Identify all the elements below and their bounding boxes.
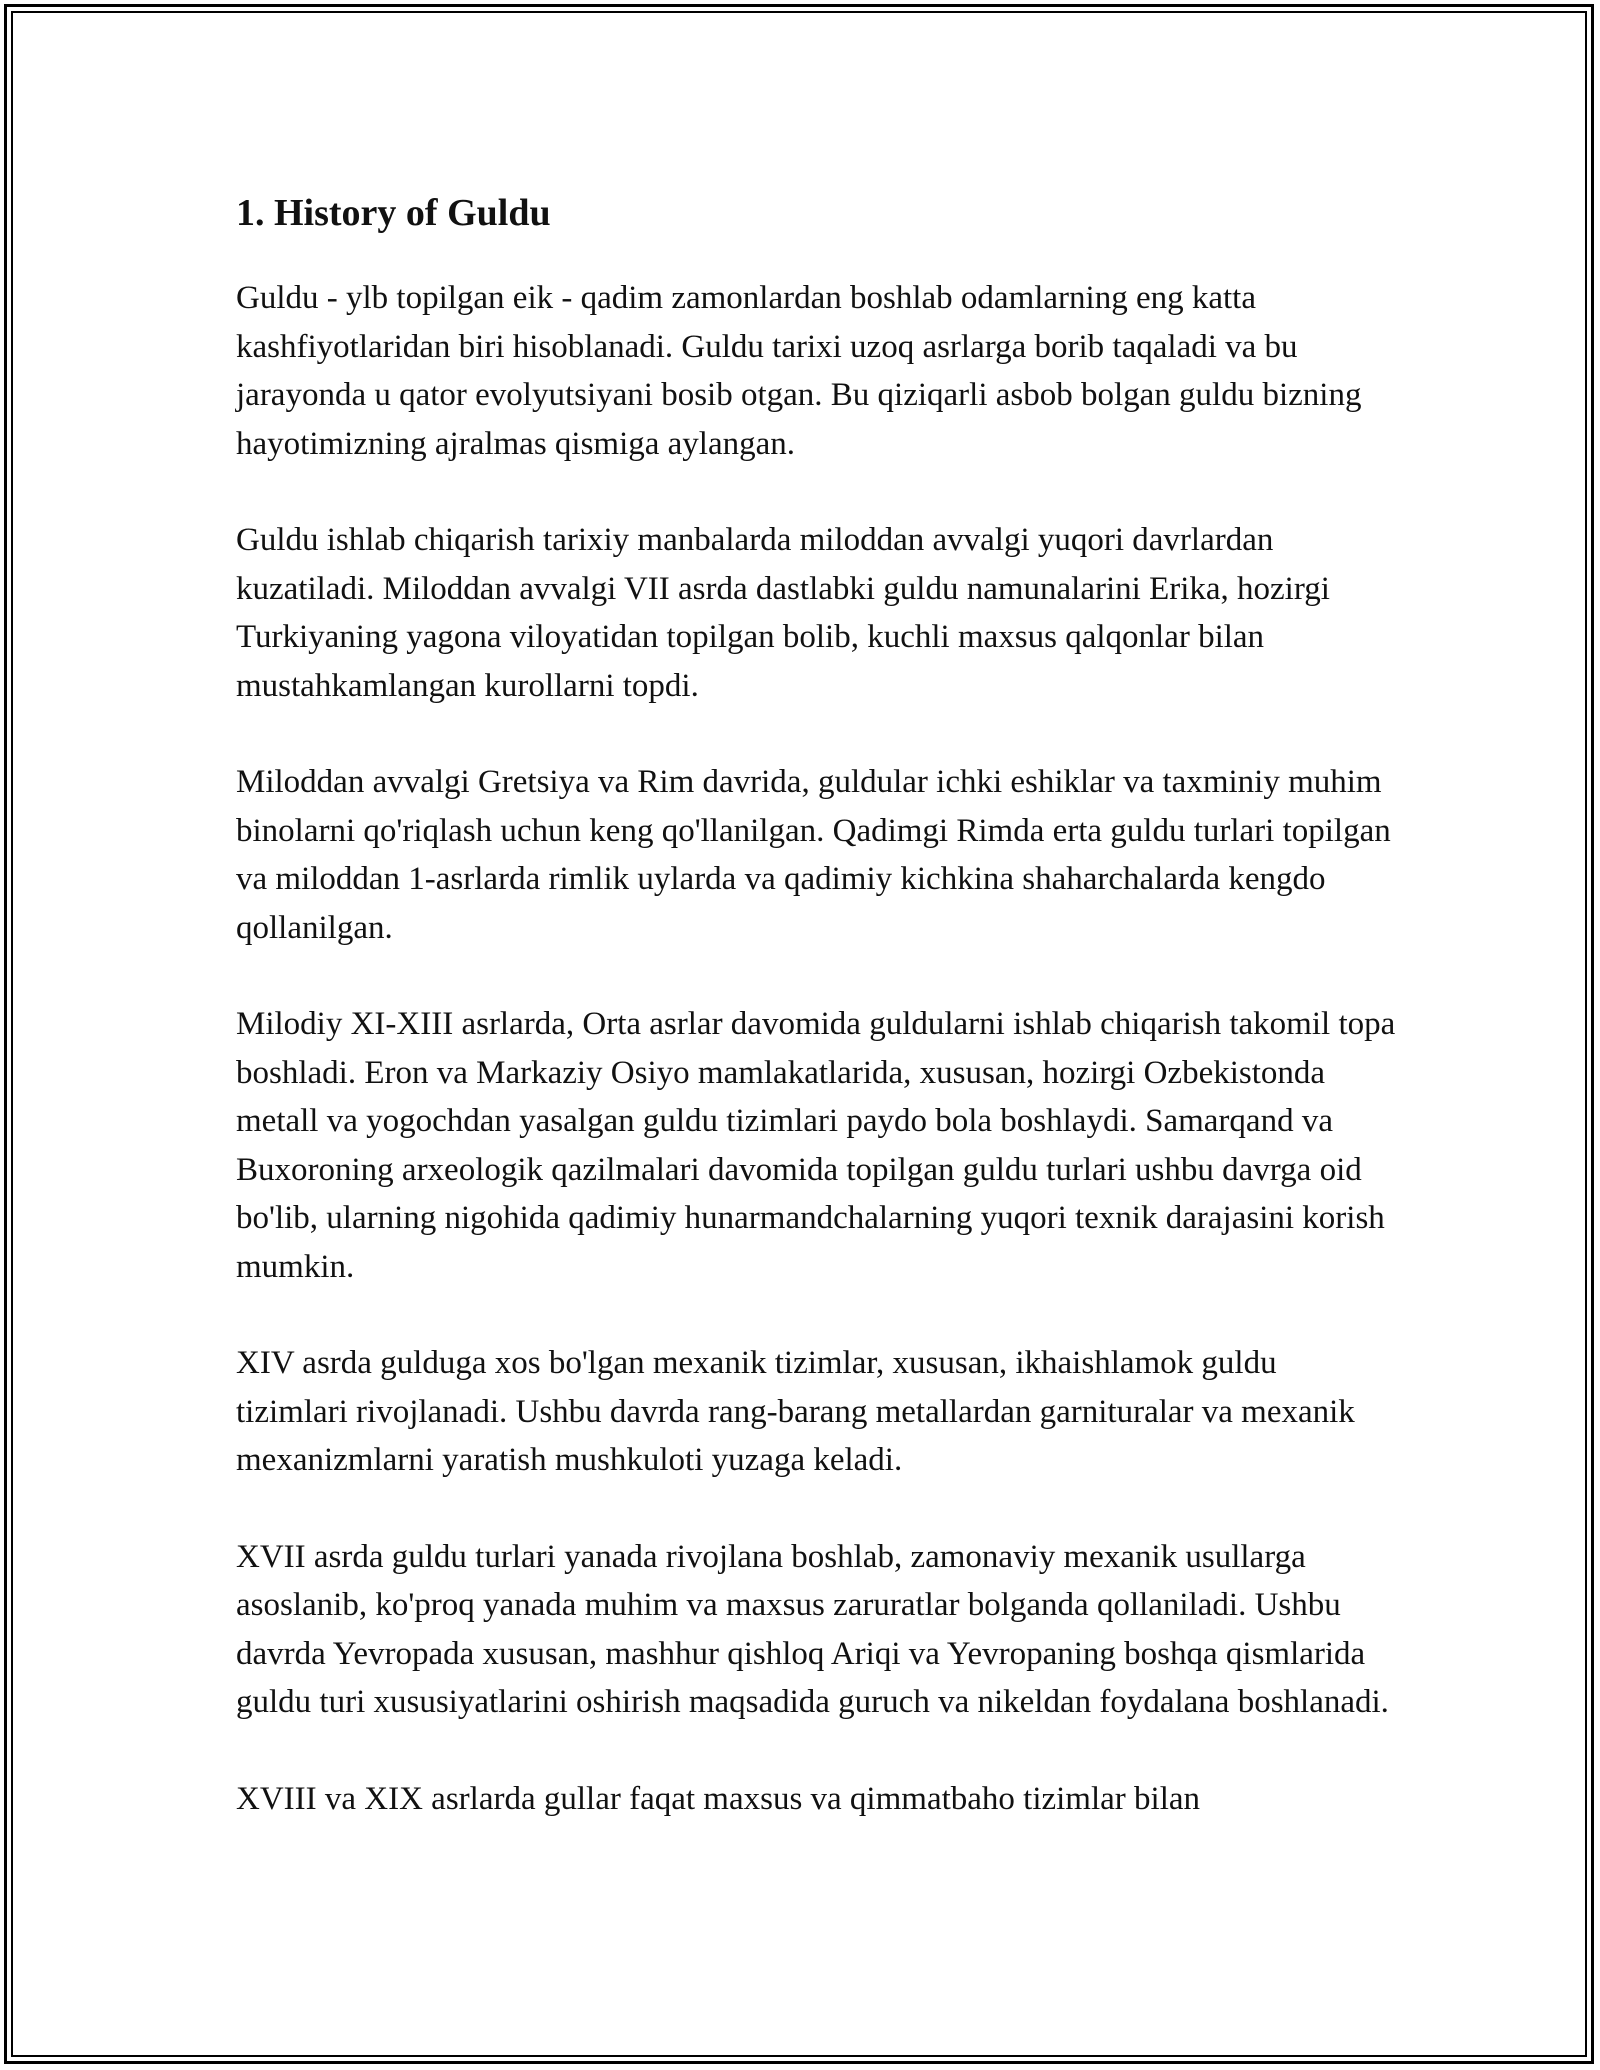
paragraph-2: Guldu ishlab chiqarish tarixiy manbalarda miloddan avvalgi yuqori davrlardan kuzatiladi. Miloddan avvalgi VII asrda dastlabki guldu namunalarini Erika, hozirgi Turkiyaning yagona viloyatidan topilgan bolib, kuchli maxsus qalqonlar bilan mustahkamlangan kurollarni topdi. xyxy=(236,522,1330,704)
page-title: 1. History of Guldu xyxy=(236,192,551,234)
paragraph-1: Guldu - ylb topilgan eik - qadim zamonlardan boshlab odamlarning eng katta kashfiyotlaridan biri hisoblanadi. Guldu tarixi uzoq asrlarga borib taqaladi va bu jarayonda u qator evolyutsiyani bosib otgan. Bu qiziqarli asbob bolgan guldu bizning hayotimizning ajralmas qismiga aylangan. xyxy=(236,280,1362,462)
paragraph-7: XVIII va XIX asrlarda gullar faqat maxsus va qimmatbaho tizimlar bilan xyxy=(236,1780,1201,1817)
paragraph-5: XIV asrda gulduga xos bo'lgan mexanik tizimlar, xususan, ikhaishlamok guldu tizimlari rivojlanadi. Ushbu davrda rang-barang metallardan garnituralar va mexanik mexanizmlarni yaratish mushkuloti yuzaga keladi. xyxy=(236,1345,1355,1478)
document-body xyxy=(236,186,1396,1823)
paragraph-3: Miloddan avvalgi Gretsiya va Rim davrida, guldular ichki eshiklar va taxminiy muhim binolarni qo'riqlash uchun keng qo'llanilgan. Qadimgi Rimda erta guldu turlari topilgan va miloddan 1-asrlarda rimlik uylarda va qadimiy kichkina shaharchalarda kengdo qollanilgan. xyxy=(236,764,1391,946)
paragraph-4: Milodiy XI-XIII asrlarda, Orta asrlar davomida guldularni ishlab chiqarish takomil topa boshladi. Eron va Markaziy Osiyo mamlakatlarida, xususan, hozirgi Ozbekistonda metall va yogochdan yasalgan guldu tizimlari paydo bola boshlaydi. Samarqand va Buxoroning arxeologik qazilmalari davomida topilgan guldu turlari ushbu davrga oid bo'lib, ularning nigohida qadimiy hunarmandchalarning yuqori texnik darajasini korish mumkin. xyxy=(236,1006,1396,1285)
paragraph-6: XVII asrda guldu turlari yanada rivojlana boshlab, zamonaviy mexanik usullarga asoslanib, ko'proq yanada muhim va maxsus zaruratlar bolganda qollaniladi. Ushbu davrda Yevropada xususan, mashhur qishloq Ariqi va Yevropaning boshqa qismlarida guldu turi xususiyatlarini oshirish maqsadida guruch va nikeldan foydalana boshlanadi. xyxy=(236,1538,1389,1720)
